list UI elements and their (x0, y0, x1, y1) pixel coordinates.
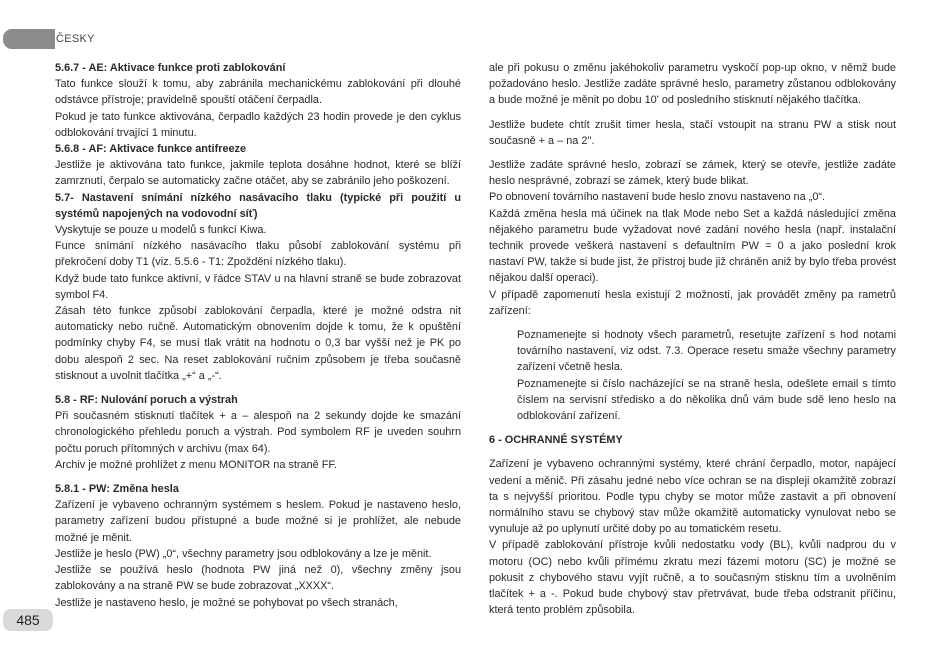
paragraph: Když bude tato funkce aktivní, v řádce STAV u na hlavní straně se bude zobrazovat symbol F4. (55, 272, 461, 301)
section-title-567: 5.6.7 - AE: Aktivace funkce proti zablokování (55, 62, 286, 74)
section-title-568: 5.6.8 - AF: Aktivace funkce antifreeze (55, 143, 247, 156)
section-title-57: 5.7- Nastavení snímání nízkého nasávacího tlaku (typické při použití u systémů napojených na vodovodní síť) (55, 191, 461, 220)
paragraph: Zásah této funkce způsobí zablokování čerpadla, které je možné odstra nit automaticky nebo ručně. Automatickým obnovením dojde k tomu, že k opuštění podmínky chyby F4, se musí tlak vrátit na hodnotu o 0,3 bar vyšší než je PK po dobu alespoň 2 sec. Na reset zablokování ručním způsobem je třeba současně stisknout a uvolnit tlačítka „+“ a „-“. (55, 305, 461, 382)
paragraph: Při současném stisknutí tlačítek + a – alespoň na 2 sekundy dojde ke smazání chronologického přehledu poruch a výstrah. Pod symbolem RF je uveden souhrn počtu poruch přítomných v archivu (max 64). (55, 410, 461, 455)
language-tab (3, 29, 55, 49)
section-title-6: 6 - OCHRANNÉ SYSTÉMY (489, 434, 623, 447)
right-column (489, 60, 896, 619)
page-number: 485 (16, 612, 40, 628)
paragraph: V případě zapomenutí hesla existují 2 možnosti, jak provádět změny pa rametrů zařízení: (489, 288, 896, 317)
paragraph: Jestliže je aktivována tato funkce, jakmile teplota dosáhne hodnot, které se blíží zamrznutí, čerpalo se automaticky začne otáčet, aby se zabránilo jeho poškození. (55, 159, 461, 188)
paragraph: Zařízení je vybaveno ochranným systémem s heslem. Pokud je nastaveno heslo, parametry zařízení budou přístupné a bude možné si je prohlížet, ale nebude možné je měnit. (55, 499, 461, 544)
paragraph: Jestliže zadáte správné heslo, zobrazí se zámek, který se otevře, jestliže zadáte heslo nesprávné, zobrazí se zámek, který bude blikat. (489, 159, 896, 188)
section-title-581: 5.8.1 - PW: Změna hesla (55, 483, 179, 496)
paragraph: Archiv je možné prohlížet z menu MONITOR na straně FF. (55, 458, 337, 471)
paragraph: Tato funkce slouží k tomu, aby zabránila mechanickému zablokování při dlouhé odstávce přístroje; pravidelně spouští otáčení čerpadla. (55, 78, 461, 107)
paragraph: ale při pokusu o změnu jakéhokoliv parametru vyskočí pop-up okno, v němž bude požadováno heslo. Jestliže zadáte správné heslo, parametry zůstanou odblokovány a bude možné je měnit po dobu 10' od posledního stisknutí nějakého tlačítka. (489, 62, 896, 107)
paragraph: Funce snímání nízkého nasávacího tlaku působí zablokování systému při překročení doby T1 (viz. 5.5.6 - T1: Zpoždění nízkého tlaku). (55, 240, 461, 269)
paragraph: Pokud je tato funkce aktivována, čerpadlo každých 23 hodin provede je den cyklus odblokování trvající 1 minutu. (55, 110, 461, 139)
paragraph: Jestliže je heslo (PW) „0“, všechny parametry jsou odblokovány a lze je měnit. (55, 547, 432, 560)
paragraph: Zařízení je vybaveno ochrannými systémy, které chrání čerpadlo, motor, napájecí vedení a měnič. Při zásahu jedné nebo více ochran se na displeji okamžitě zobrazí ta s nejvyšší prioritou. Podle typu chyby se motor může zastavit a při obnovení normálního stavu se chybový stav může okamžitě automaticky vynulovat nebo se vynuluje až po uplynutí určité doby po au tomatickém resetu. (489, 458, 896, 536)
section-title-58: 5.8 - RF: Nulování poruch a výstrah (55, 394, 238, 407)
paragraph: Vyskytuje se pouze u modelů s funkcí Kiwa. (55, 224, 267, 237)
paragraph: Jestliže budete chtít zrušit timer hesla, stačí vstoupit na stranu PW a stisk nout současně + a – na 2''. (489, 118, 896, 147)
paragraph: Jestliže je nastaveno heslo, je možné se pohybovat po všech stranách, (55, 596, 398, 609)
note-paragraph: Poznamenejte si hodnoty všech parametrů, resetujte zařízení s hod notami továrního nastavení, viz odst. 7.3. Operace resetu smaže všechny parametry zařízení včetně hesla. (517, 329, 896, 374)
paragraph: Jestliže se používá heslo (hodnota PW jiná než 0), všechny změny jsou zablokovány a na straně PW se bude zobrazovat „XXXX“. (55, 564, 461, 593)
paragraph: Po obnovení továrního nastavení bude heslo znovu nastaveno na „0“. (489, 191, 826, 204)
paragraph: Každá změna hesla má účinek na tlak Mode nebo Set a každá následující změna nějakého parametru bude vyžadovat nové zadání nového hesla (např. instalační technik provede veškerá nastavení s defaultním PW = 0 a jako poslední krok nastaví PW, takže si bude jist, že přístroj bude již chráněn aniž by bylo třeba provést nějakou další operaci). (489, 207, 896, 285)
left-column (55, 60, 461, 611)
language-label: ČESKY (56, 33, 95, 45)
paragraph: V případě zablokování přístroje kvůli nedostatku vody (BL), kvůli nadprou du v motoru (OC) nebo kvůli přímému zkratu mezi fázemi motoru (SC) je možné se pokusit z chybového stavu vyjít ručně, a to současným stisknu tím a uvolněním tlačítek + a -. Pokud bude chybový stav přetrvávat, bude třeba odstranit příčinu, která tento problém způsobila. (489, 539, 896, 617)
note-paragraph: Poznamenejte si číslo nacházející se na straně hesla, odešlete email s tímto číslem na servisní středisko a do několika dnů vám bude sdě leno heslo na odblokování zařízení. (517, 377, 896, 423)
